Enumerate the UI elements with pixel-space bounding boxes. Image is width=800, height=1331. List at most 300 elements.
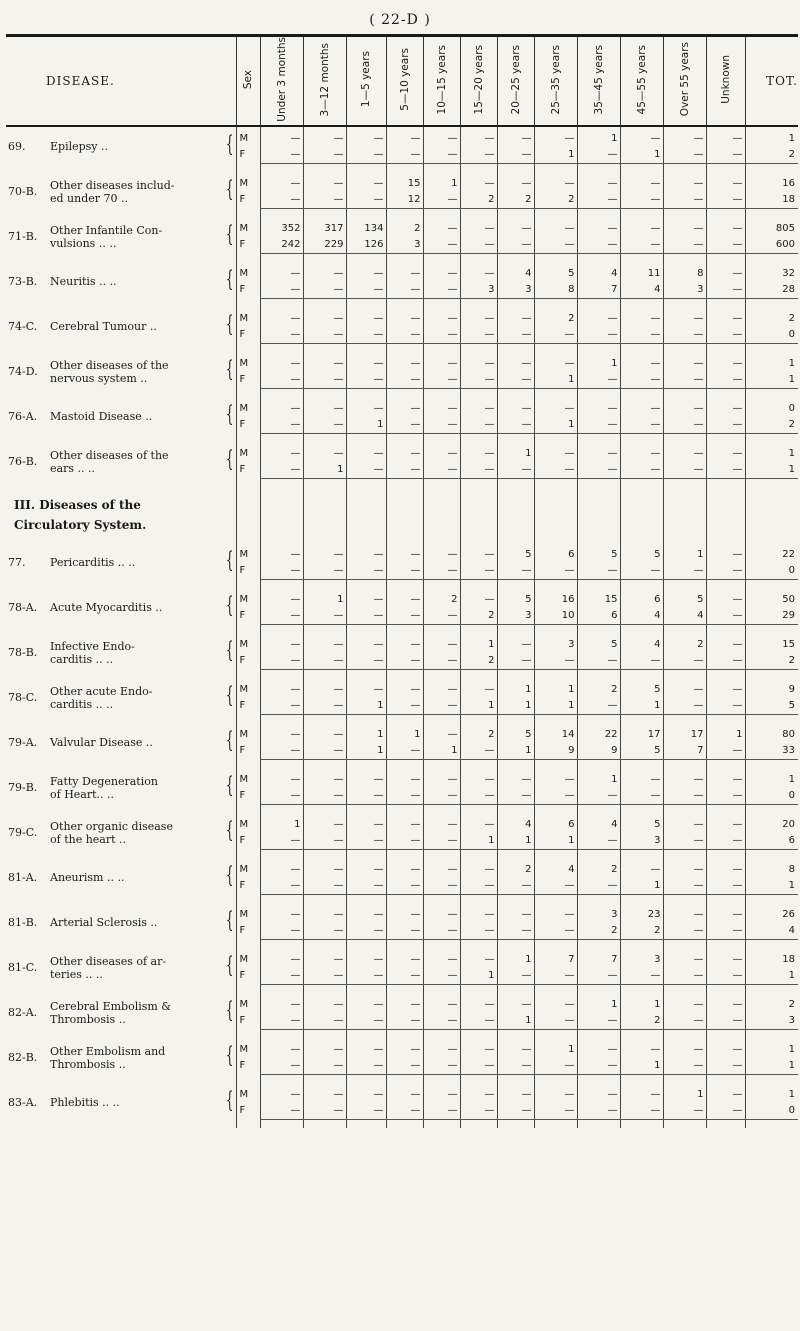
table-row-male — [6, 588, 798, 608]
mortality-table — [6, 34, 798, 1128]
count-cell: — — [497, 993, 534, 1013]
count-cell: — — [346, 948, 386, 968]
row-spacer — [6, 759, 798, 768]
count-cell: — — [706, 1038, 745, 1058]
sex-label-female: F — [236, 653, 260, 670]
row-spacer — [6, 535, 798, 543]
count-cell: — — [620, 462, 663, 479]
age-header: Over 55 years — [663, 36, 706, 126]
count-cell: — — [534, 968, 577, 985]
count-cell: — — [386, 698, 423, 715]
brace-glyph: { — [225, 130, 234, 158]
count-cell: 1 — [663, 543, 706, 563]
disease-code: 69. — [8, 140, 26, 154]
count-cell: — — [534, 1103, 577, 1120]
total-cell: 0 — [745, 1103, 798, 1120]
row-spacer — [6, 1119, 798, 1128]
row-spacer — [6, 669, 798, 678]
brace-glyph: { — [225, 400, 234, 428]
count-cell: — — [423, 192, 460, 209]
count-cell: — — [663, 563, 706, 580]
count-cell: 11 — [620, 262, 663, 282]
sex-label-male: M — [236, 993, 260, 1013]
disease-name-line: Cerebral Tumour .. — [50, 320, 157, 334]
count-cell: — — [663, 968, 706, 985]
count-cell: — — [346, 543, 386, 563]
count-cell: — — [497, 307, 534, 327]
count-cell: — — [386, 653, 423, 670]
row-spacer — [6, 579, 798, 588]
count-cell: — — [577, 147, 620, 164]
count-cell: — — [577, 307, 620, 327]
count-cell: — — [663, 442, 706, 462]
count-cell: — — [303, 948, 346, 968]
sex-label-female: F — [236, 968, 260, 985]
row-spacer — [6, 388, 798, 397]
count-cell: — — [423, 1103, 460, 1120]
spacer-cell — [303, 515, 346, 535]
count-cell: 2 — [460, 608, 497, 625]
count-cell: — — [620, 172, 663, 192]
row-spacer — [6, 208, 798, 217]
brace-glyph: { — [225, 220, 234, 248]
count-cell: — — [260, 282, 303, 299]
count-cell: — — [497, 417, 534, 434]
count-cell: — — [423, 723, 460, 743]
age-header: 45—55 years — [620, 36, 663, 126]
disease-name-line: Mastoid Disease .. — [50, 410, 153, 424]
count-cell: — — [260, 1103, 303, 1120]
count-cell: — — [303, 743, 346, 760]
row-spacer — [6, 1029, 798, 1038]
count-cell: — — [460, 993, 497, 1013]
count-cell: 1 — [577, 352, 620, 372]
count-cell: — — [386, 948, 423, 968]
count-cell: 7 — [534, 948, 577, 968]
count-cell: — — [460, 813, 497, 833]
section-heading: Circulatory System. — [14, 517, 147, 532]
count-cell: — — [706, 968, 745, 985]
count-cell: — — [346, 147, 386, 164]
count-cell: — — [534, 462, 577, 479]
count-cell: — — [260, 417, 303, 434]
section-heading-row — [6, 515, 798, 535]
count-cell: — — [460, 442, 497, 462]
count-cell: 2 — [460, 653, 497, 670]
sex-label-male: M — [236, 1038, 260, 1058]
count-cell: — — [346, 327, 386, 344]
count-cell: — — [663, 462, 706, 479]
sex-label-male: M — [236, 903, 260, 923]
count-cell: — — [620, 126, 663, 147]
count-cell: — — [706, 372, 745, 389]
count-cell: — — [460, 923, 497, 940]
count-cell: 4 — [577, 813, 620, 833]
spacer-cell — [460, 515, 497, 535]
count-cell: — — [663, 1103, 706, 1120]
total-cell: 80 — [745, 723, 798, 743]
sex-label-female: F — [236, 462, 260, 479]
count-cell: — — [577, 1058, 620, 1075]
row-spacer — [6, 624, 798, 633]
count-cell: — — [386, 262, 423, 282]
count-cell: — — [577, 1038, 620, 1058]
spacer-cell — [663, 495, 706, 515]
table-row-male — [6, 126, 798, 147]
count-cell: — — [620, 417, 663, 434]
count-cell: — — [386, 327, 423, 344]
count-cell: — — [346, 352, 386, 372]
table-row-male — [6, 678, 798, 698]
count-cell: — — [497, 462, 534, 479]
count-cell: — — [386, 1058, 423, 1075]
disease-name-line: Cerebral Embolism & — [50, 999, 172, 1013]
disease-name-line: vulsions .. .. — [50, 236, 117, 250]
total-cell: 600 — [745, 237, 798, 254]
spacer-cell — [260, 495, 303, 515]
total-cell: 805 — [745, 217, 798, 237]
count-cell: — — [303, 1013, 346, 1030]
count-cell: 9 — [577, 743, 620, 760]
count-cell: — — [460, 903, 497, 923]
count-cell: — — [346, 372, 386, 389]
count-cell: — — [260, 923, 303, 940]
count-cell: — — [260, 192, 303, 209]
disease-code: 74-C. — [8, 320, 38, 334]
total-cell: 0 — [745, 788, 798, 805]
count-cell: — — [346, 172, 386, 192]
disease-code: 79-B. — [8, 781, 38, 795]
disease-header: DISEASE. — [6, 36, 236, 126]
total-cell: 26 — [745, 903, 798, 923]
disease-name-line: Neuritis .. .. — [50, 275, 117, 289]
table-row-male — [6, 172, 798, 192]
disease-name — [50, 126, 236, 164]
count-cell: — — [497, 147, 534, 164]
count-cell: — — [706, 858, 745, 878]
count-cell: — — [423, 678, 460, 698]
count-cell: — — [706, 417, 745, 434]
spacer-cell — [745, 515, 798, 535]
disease-name — [50, 172, 236, 209]
brace-glyph: { — [225, 726, 234, 754]
count-cell: — — [423, 813, 460, 833]
count-cell: 1 — [620, 698, 663, 715]
count-cell: — — [706, 743, 745, 760]
count-cell: — — [386, 633, 423, 653]
count-cell: — — [386, 858, 423, 878]
count-cell: — — [260, 968, 303, 985]
count-cell: — — [620, 327, 663, 344]
spacer-cell — [346, 515, 386, 535]
count-cell: 2 — [534, 307, 577, 327]
total-cell: 32 — [745, 262, 798, 282]
count-cell: — — [303, 442, 346, 462]
age-header: 5—10 years — [386, 36, 423, 126]
count-cell: — — [460, 1038, 497, 1058]
count-cell: — — [534, 903, 577, 923]
count-cell: — — [620, 788, 663, 805]
row-spacer — [6, 804, 798, 813]
count-cell: — — [663, 788, 706, 805]
table-row-male — [6, 858, 798, 878]
count-cell: — — [423, 372, 460, 389]
count-cell: — — [577, 878, 620, 895]
count-cell: — — [706, 653, 745, 670]
count-cell: — — [303, 417, 346, 434]
count-cell: 229 — [303, 237, 346, 254]
count-cell: — — [423, 653, 460, 670]
count-cell: — — [346, 397, 386, 417]
count-cell: — — [303, 633, 346, 653]
row-spacer — [6, 714, 798, 723]
count-cell: — — [386, 813, 423, 833]
total-cell: 18 — [745, 948, 798, 968]
count-cell: 1 — [423, 743, 460, 760]
header-row — [6, 36, 798, 126]
count-cell: — — [386, 993, 423, 1013]
count-cell: — — [577, 372, 620, 389]
sex-label-male: M — [236, 948, 260, 968]
brace-glyph: { — [225, 355, 234, 383]
count-cell: — — [534, 397, 577, 417]
spacer-cell — [236, 495, 260, 515]
count-cell: — — [663, 948, 706, 968]
count-cell: — — [260, 442, 303, 462]
disease-code: 76-B. — [8, 455, 38, 469]
count-cell: — — [260, 1058, 303, 1075]
count-cell: — — [346, 678, 386, 698]
count-cell: 1 — [497, 833, 534, 850]
count-cell: 1 — [620, 878, 663, 895]
brace-glyph: { — [225, 445, 234, 473]
count-cell: — — [423, 262, 460, 282]
count-cell: — — [663, 307, 706, 327]
disease-name — [50, 993, 236, 1030]
sex-label-male: M — [236, 217, 260, 237]
spacer-cell — [386, 515, 423, 535]
count-cell: — — [346, 768, 386, 788]
count-cell: — — [460, 307, 497, 327]
count-cell: 1 — [620, 1058, 663, 1075]
count-cell: 3 — [620, 948, 663, 968]
count-cell: — — [346, 1058, 386, 1075]
sex-label-female: F — [236, 833, 260, 850]
count-cell: 9 — [534, 743, 577, 760]
count-cell: 2 — [497, 858, 534, 878]
count-cell: — — [260, 653, 303, 670]
count-cell: — — [497, 903, 534, 923]
sex-label-male: M — [236, 442, 260, 462]
page-number: ( 22-D ) — [369, 12, 431, 28]
disease-name — [50, 307, 236, 344]
disease-name-line: Fatty Degeneration — [50, 774, 158, 788]
count-cell: — — [663, 237, 706, 254]
count-cell: 6 — [577, 608, 620, 625]
count-cell: — — [497, 1058, 534, 1075]
count-cell: 1 — [534, 678, 577, 698]
spacer-cell — [663, 515, 706, 535]
count-cell: — — [460, 462, 497, 479]
count-cell: — — [423, 217, 460, 237]
count-cell: — — [460, 1083, 497, 1103]
count-cell: — — [663, 833, 706, 850]
count-cell: 1 — [346, 698, 386, 715]
count-cell: — — [346, 282, 386, 299]
sex-label-male: M — [236, 352, 260, 372]
count-cell: — — [663, 768, 706, 788]
count-cell: — — [423, 858, 460, 878]
count-cell: — — [706, 903, 745, 923]
count-cell: — — [346, 126, 386, 147]
table-row-male — [6, 993, 798, 1013]
count-cell: — — [497, 217, 534, 237]
count-cell: 5 — [620, 743, 663, 760]
count-cell: — — [534, 442, 577, 462]
age-header: 1—5 years — [346, 36, 386, 126]
count-cell: 1 — [620, 993, 663, 1013]
sex-label-female: F — [236, 417, 260, 434]
count-cell: — — [706, 608, 745, 625]
table-row-male — [6, 307, 798, 327]
count-cell: — — [460, 543, 497, 563]
disease-name-line: teries .. .. — [50, 967, 103, 981]
count-cell: — — [386, 968, 423, 985]
count-cell: — — [386, 307, 423, 327]
count-cell: 2 — [423, 588, 460, 608]
count-cell: — — [386, 147, 423, 164]
count-cell: 1 — [534, 372, 577, 389]
count-cell: — — [423, 282, 460, 299]
count-cell: 134 — [346, 217, 386, 237]
disease-name-line: ed under 70 .. — [50, 191, 129, 205]
disease-name — [50, 813, 236, 850]
disease-code: 81-A. — [8, 871, 38, 885]
total-cell: 1 — [745, 768, 798, 788]
count-cell: — — [663, 1058, 706, 1075]
count-cell: — — [620, 237, 663, 254]
count-cell: — — [423, 948, 460, 968]
count-cell: — — [386, 833, 423, 850]
brace-glyph: { — [225, 636, 234, 664]
count-cell: 5 — [663, 588, 706, 608]
total-cell: 0 — [745, 563, 798, 580]
disease-code: 78-A. — [8, 601, 38, 615]
brace-glyph: { — [225, 1086, 234, 1114]
sex-label-female: F — [236, 608, 260, 625]
disease-code: 82-B. — [8, 1051, 38, 1065]
brace-glyph: { — [225, 175, 234, 203]
count-cell: — — [260, 878, 303, 895]
disease-name — [50, 352, 236, 389]
count-cell: — — [706, 1103, 745, 1120]
count-cell: 1 — [423, 172, 460, 192]
count-cell: — — [497, 878, 534, 895]
count-cell: — — [497, 788, 534, 805]
count-cell: — — [497, 126, 534, 147]
brace-glyph: { — [225, 771, 234, 799]
table-row-male — [6, 813, 798, 833]
count-cell: — — [534, 1013, 577, 1030]
count-cell: — — [460, 743, 497, 760]
count-cell: — — [706, 352, 745, 372]
count-cell: — — [346, 833, 386, 850]
disease-name — [50, 723, 236, 760]
count-cell: — — [346, 262, 386, 282]
count-cell: — — [303, 768, 346, 788]
count-cell: — — [260, 307, 303, 327]
count-cell: — — [260, 698, 303, 715]
count-cell: — — [706, 442, 745, 462]
count-cell: — — [260, 588, 303, 608]
count-cell: — — [460, 217, 497, 237]
count-cell: — — [706, 282, 745, 299]
sex-label-female: F — [236, 788, 260, 805]
count-cell: — — [303, 1058, 346, 1075]
total-cell: 0 — [745, 327, 798, 344]
count-cell: — — [303, 126, 346, 147]
age-header: 25—35 years — [534, 36, 577, 126]
sex-label-male: M — [236, 126, 260, 147]
count-cell: — — [497, 653, 534, 670]
total-cell: 2 — [745, 147, 798, 164]
count-cell: — — [260, 1038, 303, 1058]
count-cell: — — [577, 833, 620, 850]
row-spacer — [6, 894, 798, 903]
count-cell: 1 — [534, 1038, 577, 1058]
disease-name-line: Thrombosis .. — [50, 1012, 126, 1026]
count-cell: — — [497, 923, 534, 940]
count-cell: — — [386, 878, 423, 895]
disease-code: 70-B. — [8, 185, 38, 199]
count-cell: — — [577, 1013, 620, 1030]
count-cell: — — [423, 768, 460, 788]
count-cell: — — [386, 1013, 423, 1030]
count-cell: — — [386, 462, 423, 479]
count-cell: — — [303, 372, 346, 389]
disease-code: 83-A. — [8, 1096, 38, 1110]
count-cell: — — [706, 698, 745, 715]
count-cell: 4 — [620, 282, 663, 299]
disease-name-line: ears .. .. — [50, 461, 95, 475]
count-cell: 1 — [460, 633, 497, 653]
sex-label-male: M — [236, 813, 260, 833]
disease-name — [50, 903, 236, 940]
spacer-cell — [620, 495, 663, 515]
count-cell: — — [706, 833, 745, 850]
count-cell: 10 — [534, 608, 577, 625]
count-cell: — — [303, 352, 346, 372]
count-cell: — — [706, 192, 745, 209]
count-cell: — — [303, 1038, 346, 1058]
count-cell: — — [460, 352, 497, 372]
count-cell: — — [706, 878, 745, 895]
disease-code: 74-D. — [8, 365, 38, 379]
count-cell: — — [460, 1058, 497, 1075]
count-cell: — — [534, 768, 577, 788]
count-cell: 2 — [663, 633, 706, 653]
count-cell: — — [460, 417, 497, 434]
disease-code: 81-C. — [8, 961, 38, 975]
count-cell: — — [423, 563, 460, 580]
count-cell: 1 — [706, 723, 745, 743]
count-cell: — — [346, 788, 386, 805]
disease-name-line: Phlebitis .. .. — [50, 1096, 120, 1110]
count-cell: — — [423, 237, 460, 254]
count-cell: — — [303, 878, 346, 895]
count-cell: — — [577, 327, 620, 344]
count-cell: — — [663, 417, 706, 434]
